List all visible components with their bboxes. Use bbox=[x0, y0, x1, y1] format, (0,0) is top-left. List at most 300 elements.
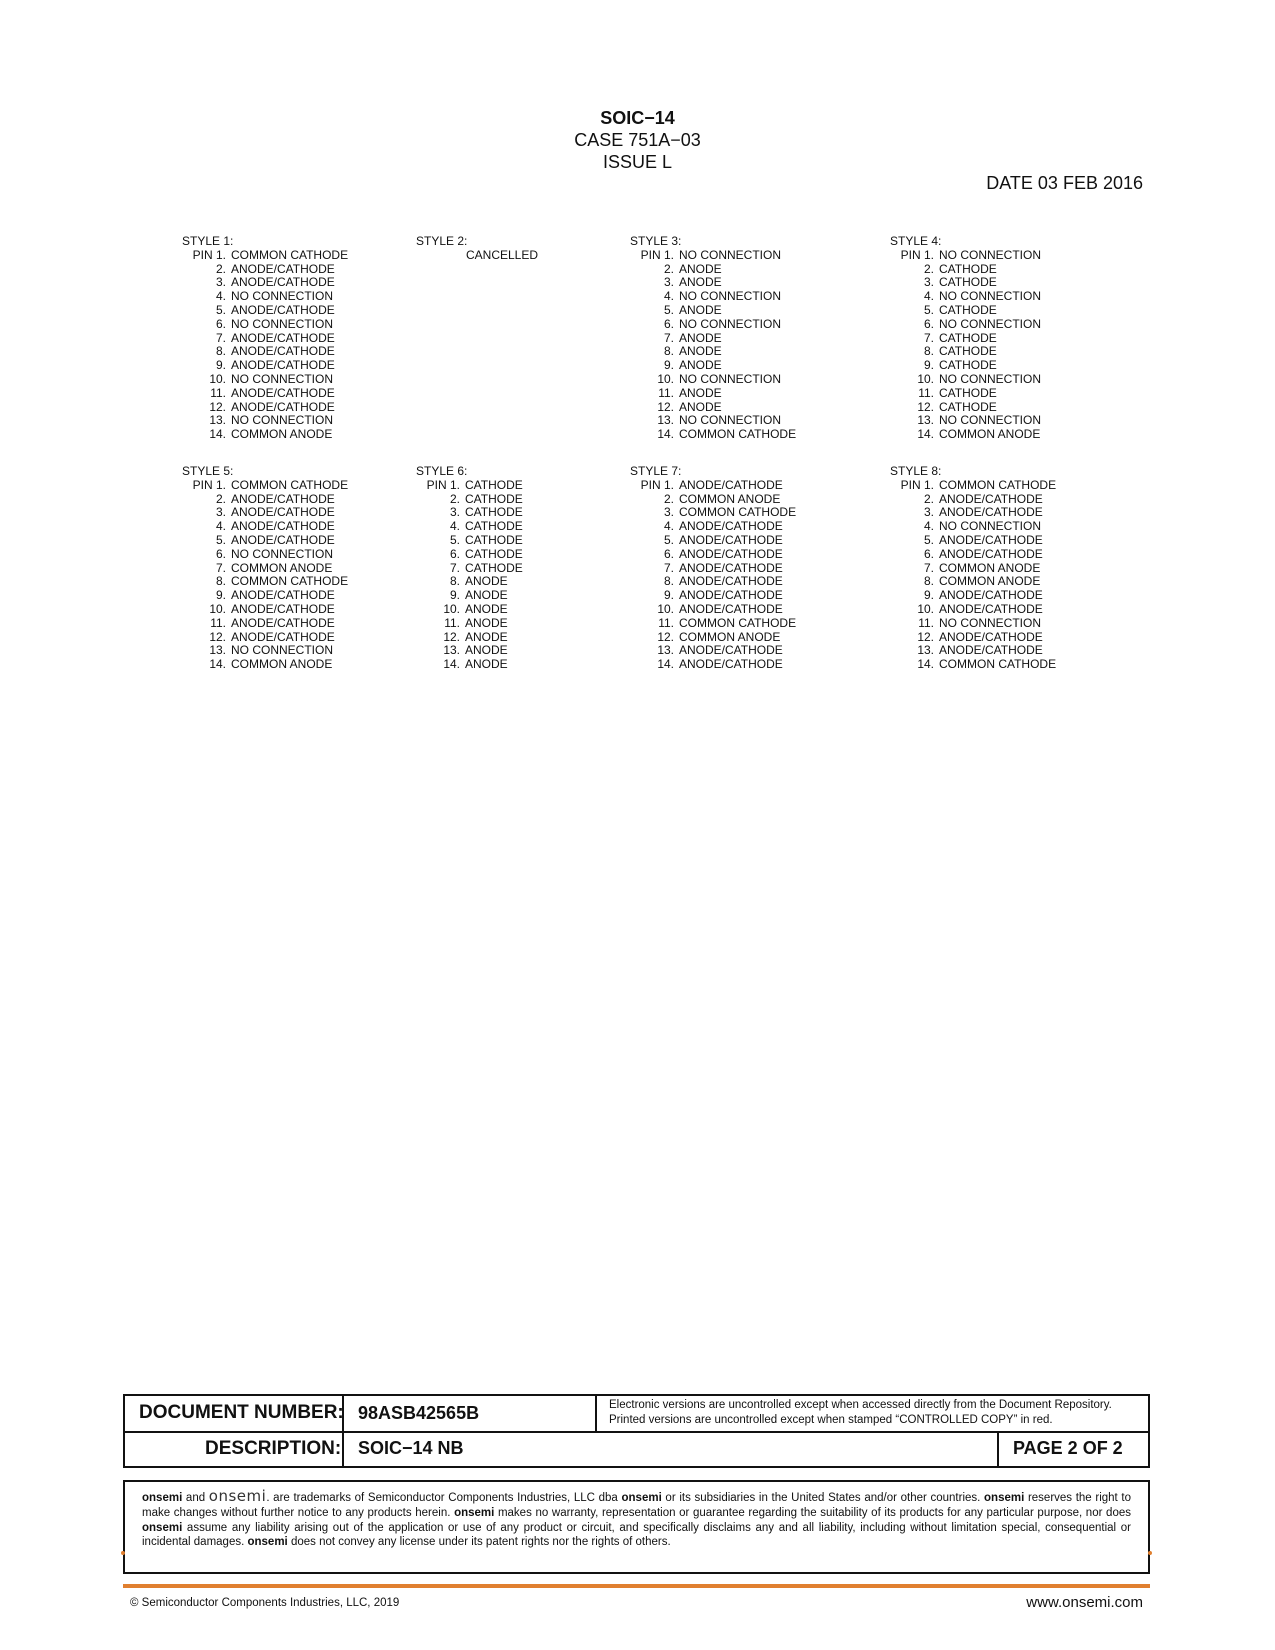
pin-number: 6. bbox=[663, 316, 674, 331]
pin-function: ANODE/CATHODE bbox=[939, 643, 1043, 658]
pin-function: NO CONNECTION bbox=[939, 372, 1041, 386]
pin-function: COMMON CATHODE bbox=[939, 657, 1057, 672]
pin-function: ANODE bbox=[465, 643, 508, 658]
pin-number: 3. bbox=[449, 505, 460, 520]
pin-row bbox=[630, 387, 890, 401]
pin-style-block bbox=[890, 235, 1150, 455]
pin-number: 2. bbox=[663, 261, 674, 276]
pin-function: ANODE bbox=[465, 629, 508, 644]
pin-number: 11. bbox=[210, 615, 226, 630]
pin-number: 6. bbox=[449, 546, 460, 561]
pin-function: ANODE/CATHODE bbox=[679, 533, 783, 547]
pin-row bbox=[182, 631, 442, 645]
pin-function: ANODE/CATHODE bbox=[231, 385, 335, 400]
legal-text: reserves the right to make changes without further notice to any products herein. bbox=[142, 1492, 1131, 1519]
pin-row bbox=[890, 658, 1150, 672]
pin-function: NO CONNECTION bbox=[939, 615, 1041, 630]
document-info-box bbox=[123, 1394, 1150, 1468]
pin-function: ANODE/CATHODE bbox=[231, 303, 335, 317]
pin-function: COMMON CATHODE bbox=[231, 574, 349, 589]
case-number: CASE 751A−03 bbox=[574, 130, 701, 150]
pin-number: 13. bbox=[657, 643, 674, 658]
page-indicator: PAGE 2 OF 2 bbox=[1013, 1438, 1123, 1458]
pin-function: CATHODE bbox=[939, 303, 997, 317]
pin-function: NO CONNECTION bbox=[231, 546, 333, 561]
pin-function: CATHODE bbox=[465, 519, 523, 534]
pin-row bbox=[630, 249, 890, 263]
pin-number: 9. bbox=[923, 588, 934, 603]
pin-number: 14. bbox=[209, 427, 226, 442]
pin-row bbox=[890, 387, 1150, 401]
pin-function: ANODE/CATHODE bbox=[679, 546, 783, 561]
pin-number: 12. bbox=[917, 629, 934, 644]
pin-function: NO CONNECTION bbox=[231, 289, 333, 304]
pin-function: ANODE/CATHODE bbox=[939, 588, 1043, 603]
pin-function: NO CONNECTION bbox=[231, 413, 333, 428]
pin-function: CATHODE bbox=[465, 491, 523, 506]
pin-function: CATHODE bbox=[939, 344, 997, 359]
legal-text: . are trademarks of Semiconductor Components Industries, LLC dba bbox=[266, 1492, 622, 1504]
style-label: STYLE 7: bbox=[630, 464, 682, 478]
pin-row bbox=[630, 575, 890, 589]
pin-row bbox=[182, 617, 442, 631]
pin-number: 5. bbox=[215, 303, 226, 317]
pin-function: ANODE/CATHODE bbox=[231, 615, 335, 630]
pin-row bbox=[630, 414, 890, 428]
pin-number: PIN 1. bbox=[192, 247, 226, 262]
pin-row bbox=[630, 401, 890, 415]
pin-style-block bbox=[630, 465, 890, 685]
pin-number: PIN 1. bbox=[640, 477, 674, 492]
pin-row bbox=[890, 263, 1150, 277]
pin-row bbox=[890, 631, 1150, 645]
pin-number: 7. bbox=[215, 330, 226, 345]
divider bbox=[125, 1431, 1148, 1433]
pin-number: 9. bbox=[215, 358, 226, 373]
pin-row bbox=[890, 373, 1150, 387]
pin-number: PIN 1. bbox=[900, 477, 934, 492]
pin-function: ANODE bbox=[679, 275, 722, 290]
pin-number: 4. bbox=[923, 289, 934, 304]
pin-number: 12. bbox=[443, 629, 460, 644]
document-note-line: Printed versions are uncontrolled except when stamped “CONTROLLED COPY” in red. bbox=[609, 1413, 1053, 1426]
pin-style-block bbox=[182, 235, 442, 455]
pin-row bbox=[182, 414, 442, 428]
pin-row bbox=[182, 644, 442, 658]
pin-number: 12. bbox=[209, 399, 226, 414]
pin-row bbox=[182, 304, 442, 318]
pin-number: 13. bbox=[917, 413, 934, 428]
issue-label: ISSUE L bbox=[602, 152, 673, 172]
pin-function: COMMON ANODE bbox=[231, 560, 333, 575]
pin-row bbox=[890, 562, 1150, 576]
pin-number: 8. bbox=[663, 344, 674, 359]
pin-row bbox=[182, 520, 442, 534]
document-note-line: Electronic versions are uncontrolled except when accessed directly from the Document Repository. bbox=[609, 1399, 1112, 1411]
pin-number: 4. bbox=[215, 289, 226, 304]
pin-number: 13. bbox=[657, 413, 674, 428]
pin-function: NO CONNECTION bbox=[231, 372, 333, 386]
brand-name: onsemi bbox=[621, 1492, 662, 1504]
accent-dot bbox=[121, 1551, 125, 1555]
pin-row bbox=[890, 589, 1150, 603]
pin-row bbox=[630, 263, 890, 277]
pin-row bbox=[182, 575, 442, 589]
pin-function: ANODE/CATHODE bbox=[231, 602, 335, 616]
pin-row bbox=[890, 603, 1150, 617]
pin-row bbox=[890, 414, 1150, 428]
pin-function: ANODE bbox=[679, 399, 722, 414]
pin-number: 10. bbox=[657, 602, 674, 616]
pin-number: 4. bbox=[449, 519, 460, 534]
website-link[interactable]: www.onsemi.com bbox=[1026, 1594, 1143, 1611]
pin-function: ANODE/CATHODE bbox=[679, 574, 783, 589]
pin-number: 7. bbox=[923, 560, 934, 575]
pin-row bbox=[630, 290, 890, 304]
pin-function: ANODE/CATHODE bbox=[679, 657, 783, 672]
pin-function: ANODE/CATHODE bbox=[939, 533, 1043, 547]
pin-number: 14. bbox=[443, 657, 460, 672]
legal-notice bbox=[123, 1480, 1150, 1574]
pin-function: ANODE/CATHODE bbox=[231, 588, 335, 603]
legal-text: and bbox=[182, 1492, 209, 1504]
package-title: SOIC−14 bbox=[600, 108, 675, 128]
pin-number: PIN 1. bbox=[426, 477, 460, 492]
pin-number: 12. bbox=[657, 629, 674, 644]
pin-function: COMMON CATHODE bbox=[679, 427, 797, 442]
pin-number: 9. bbox=[449, 588, 460, 603]
pin-function: CATHODE bbox=[939, 385, 997, 400]
pin-number: 9. bbox=[663, 358, 674, 373]
pin-function: CATHODE bbox=[465, 505, 523, 520]
pin-row bbox=[182, 428, 442, 442]
pin-number: 9. bbox=[923, 358, 934, 373]
pin-number: 8. bbox=[449, 574, 460, 589]
pin-function: ANODE/CATHODE bbox=[939, 602, 1043, 616]
pin-number: 11. bbox=[210, 385, 226, 400]
pin-number: 13. bbox=[917, 643, 934, 658]
pin-number: 6. bbox=[215, 316, 226, 331]
document-number-label: DOCUMENT NUMBER: bbox=[139, 1402, 344, 1423]
pin-function: NO CONNECTION bbox=[939, 247, 1041, 262]
brand-name: onsemi bbox=[984, 1492, 1025, 1504]
style-label: STYLE 6: bbox=[416, 464, 468, 478]
pin-function: COMMON ANODE bbox=[231, 427, 333, 442]
pin-row bbox=[182, 603, 442, 617]
pin-style-block bbox=[890, 465, 1150, 685]
pin-row bbox=[630, 520, 890, 534]
pin-row bbox=[630, 617, 890, 631]
pin-number: 2. bbox=[923, 491, 934, 506]
pin-row bbox=[182, 387, 442, 401]
pin-number: 2. bbox=[215, 491, 226, 506]
pin-number: 3. bbox=[923, 505, 934, 520]
pin-number: 13. bbox=[209, 413, 226, 428]
pin-number: 11. bbox=[918, 615, 934, 630]
pin-function: NO CONNECTION bbox=[679, 372, 781, 386]
brand-name: onsemi bbox=[142, 1492, 183, 1504]
pin-number: 6. bbox=[923, 546, 934, 561]
pin-row bbox=[182, 506, 442, 520]
pin-function: ANODE/CATHODE bbox=[231, 629, 335, 644]
pin-function: CATHODE bbox=[939, 275, 997, 290]
style-label: STYLE 8: bbox=[890, 464, 942, 478]
pin-function: ANODE/CATHODE bbox=[231, 330, 335, 345]
pin-row bbox=[182, 534, 442, 548]
pin-function: ANODE bbox=[679, 385, 722, 400]
style-label: STYLE 1: bbox=[182, 234, 234, 248]
pin-row bbox=[630, 506, 890, 520]
pin-number: 10. bbox=[917, 372, 934, 386]
pin-row bbox=[182, 589, 442, 603]
pin-row bbox=[182, 263, 442, 277]
pin-number: 5. bbox=[449, 533, 460, 547]
pin-row bbox=[630, 562, 890, 576]
pin-function: ANODE/CATHODE bbox=[679, 560, 783, 575]
pin-number: 9. bbox=[215, 588, 226, 603]
pin-row bbox=[630, 276, 890, 290]
pin-number: 14. bbox=[209, 657, 226, 672]
pin-function: COMMON ANODE bbox=[939, 560, 1041, 575]
pin-number: 2. bbox=[449, 491, 460, 506]
pin-row bbox=[890, 304, 1150, 318]
pin-row bbox=[630, 479, 890, 493]
brand-name: onsemi bbox=[454, 1506, 495, 1519]
pin-row bbox=[630, 373, 890, 387]
pin-style-block bbox=[182, 465, 442, 685]
pin-function: ANODE/CATHODE bbox=[231, 491, 335, 506]
pin-function: CATHODE bbox=[465, 546, 523, 561]
pin-row bbox=[890, 290, 1150, 304]
pin-function: ANODE bbox=[465, 602, 508, 616]
pin-row bbox=[890, 575, 1150, 589]
pin-row bbox=[890, 332, 1150, 346]
pin-function: CATHODE bbox=[939, 330, 997, 345]
pin-style-block bbox=[630, 235, 890, 455]
pin-row bbox=[890, 428, 1150, 442]
pin-number: 8. bbox=[215, 344, 226, 359]
style-label: STYLE 5: bbox=[182, 464, 234, 478]
pin-row bbox=[890, 479, 1150, 493]
pin-number: 3. bbox=[215, 505, 226, 520]
pin-function: ANODE bbox=[465, 588, 508, 603]
pin-number: 7. bbox=[663, 330, 674, 345]
pin-function: CATHODE bbox=[939, 399, 997, 414]
pin-function: NO CONNECTION bbox=[679, 289, 781, 304]
pin-row bbox=[182, 345, 442, 359]
pin-number: 13. bbox=[443, 643, 460, 658]
pin-function: CATHODE bbox=[465, 477, 523, 492]
pin-number: 12. bbox=[209, 629, 226, 644]
pin-function: ANODE/CATHODE bbox=[939, 491, 1043, 506]
pin-number: 10. bbox=[917, 602, 934, 616]
pin-row bbox=[890, 318, 1150, 332]
pin-row bbox=[182, 401, 442, 415]
pin-function: ANODE/CATHODE bbox=[231, 399, 335, 414]
pin-function: CATHODE bbox=[465, 533, 523, 547]
pin-number: 5. bbox=[663, 533, 674, 547]
brand-name: onsemi bbox=[142, 1521, 183, 1534]
pin-number: 11. bbox=[658, 385, 674, 400]
legal-text: does not convey any license under its patent rights nor the rights of others. bbox=[287, 1536, 671, 1549]
accent-divider bbox=[123, 1584, 1150, 1588]
pin-function: ANODE/CATHODE bbox=[939, 546, 1043, 561]
pin-function: ANODE bbox=[679, 330, 722, 345]
pin-row bbox=[630, 644, 890, 658]
pin-function: COMMON CATHODE bbox=[679, 505, 797, 520]
pin-row bbox=[182, 276, 442, 290]
pin-function: ANODE bbox=[679, 303, 722, 317]
pin-number: 6. bbox=[923, 316, 934, 331]
style-label: STYLE 2: bbox=[416, 234, 468, 248]
pin-number: 14. bbox=[657, 427, 674, 442]
pin-row bbox=[182, 290, 442, 304]
pin-function: ANODE/CATHODE bbox=[679, 602, 783, 616]
style-label: STYLE 4: bbox=[890, 234, 942, 248]
pin-function: COMMON ANODE bbox=[231, 657, 333, 672]
pin-row bbox=[630, 658, 890, 672]
legal-text: or its subsidiaries in the United States and/or other countries. bbox=[661, 1492, 985, 1504]
divider bbox=[997, 1431, 999, 1468]
pin-number: 5. bbox=[215, 533, 226, 547]
pin-number: 3. bbox=[923, 275, 934, 290]
divider bbox=[595, 1396, 597, 1431]
brand-name: onsemi bbox=[247, 1536, 288, 1549]
pin-number: 14. bbox=[917, 657, 934, 672]
pin-number: 8. bbox=[923, 344, 934, 359]
pin-number: 5. bbox=[923, 533, 934, 547]
pin-function: NO CONNECTION bbox=[231, 316, 333, 331]
accent-dot bbox=[1148, 1551, 1152, 1555]
pin-row bbox=[890, 506, 1150, 520]
pin-number: 2. bbox=[663, 491, 674, 506]
pin-function: COMMON CATHODE bbox=[939, 477, 1057, 492]
pin-number: 11. bbox=[658, 615, 674, 630]
pin-row bbox=[890, 345, 1150, 359]
pin-number: 8. bbox=[663, 574, 674, 589]
pin-row bbox=[630, 304, 890, 318]
pin-function: ANODE bbox=[465, 574, 508, 589]
pin-row bbox=[630, 631, 890, 645]
pin-function: NO CONNECTION bbox=[679, 316, 781, 331]
pin-row bbox=[182, 479, 442, 493]
pin-number: 2. bbox=[923, 261, 934, 276]
onsemi-logo: onsemi bbox=[208, 1487, 267, 1505]
pin-number: 8. bbox=[215, 574, 226, 589]
pin-function: ANODE bbox=[465, 657, 508, 672]
pin-function: NO CONNECTION bbox=[679, 413, 781, 428]
pin-row bbox=[182, 493, 442, 507]
pin-function: ANODE bbox=[465, 615, 508, 630]
pin-number: 10. bbox=[209, 372, 226, 386]
pin-row bbox=[630, 332, 890, 346]
pin-number: 6. bbox=[663, 546, 674, 561]
pin-function: ANODE/CATHODE bbox=[679, 643, 783, 658]
pin-number: 3. bbox=[663, 505, 674, 520]
pin-function: ANODE/CATHODE bbox=[679, 588, 783, 603]
pin-function: ANODE/CATHODE bbox=[231, 344, 335, 359]
pin-row bbox=[630, 318, 890, 332]
pin-function: ANODE/CATHODE bbox=[679, 519, 783, 534]
pin-function: NO CONNECTION bbox=[939, 413, 1041, 428]
pin-function: ANODE/CATHODE bbox=[231, 533, 335, 547]
pin-number: 12. bbox=[657, 399, 674, 414]
pin-row bbox=[890, 617, 1150, 631]
pin-number: 10. bbox=[443, 602, 460, 616]
description-label: DESCRIPTION: bbox=[205, 1438, 342, 1459]
pin-number: PIN 1. bbox=[192, 477, 226, 492]
pin-row bbox=[630, 359, 890, 373]
pin-function: ANODE bbox=[679, 344, 722, 359]
pin-row bbox=[182, 658, 442, 672]
pin-function: COMMON ANODE bbox=[679, 491, 781, 506]
pin-row bbox=[890, 249, 1150, 263]
pin-row bbox=[890, 548, 1150, 562]
pin-number: 4. bbox=[215, 519, 226, 534]
pin-function: CATHODE bbox=[939, 358, 997, 373]
pin-number: 10. bbox=[657, 372, 674, 386]
pin-function: CATHODE bbox=[465, 560, 523, 575]
pin-row bbox=[630, 548, 890, 562]
pin-number: 3. bbox=[663, 275, 674, 290]
pin-row bbox=[182, 373, 442, 387]
pin-row bbox=[182, 249, 442, 263]
pin-row bbox=[890, 276, 1150, 290]
pin-row bbox=[890, 534, 1150, 548]
pin-row bbox=[182, 562, 442, 576]
pin-number: 8. bbox=[923, 574, 934, 589]
pin-number: 11. bbox=[918, 385, 934, 400]
pin-number: 7. bbox=[215, 560, 226, 575]
pin-number: 5. bbox=[923, 303, 934, 317]
cancelled-note: CANCELLED bbox=[466, 248, 539, 262]
pin-number: 4. bbox=[663, 519, 674, 534]
legal-text: makes no warranty, representation or guarantee regarding the suitability of its products for any particular purpose, nor does bbox=[494, 1506, 1131, 1519]
pin-function: ANODE/CATHODE bbox=[231, 519, 335, 534]
pin-number: 14. bbox=[917, 427, 934, 442]
description-value: SOIC−14 NB bbox=[358, 1438, 464, 1458]
pin-function: ANODE/CATHODE bbox=[939, 505, 1043, 520]
pin-number: 4. bbox=[663, 289, 674, 304]
pin-row bbox=[630, 428, 890, 442]
pin-function: ANODE/CATHODE bbox=[231, 505, 335, 520]
pin-number: 14. bbox=[657, 657, 674, 672]
pin-row bbox=[890, 401, 1150, 415]
pin-row bbox=[890, 359, 1150, 373]
legal-text: assume any liability arising out of the application or use of any product or circuit, and specifically disclaims any and all liability, including without limitation special, consequential or incidental damages. bbox=[142, 1521, 1131, 1549]
pin-row bbox=[182, 359, 442, 373]
pin-number: 7. bbox=[923, 330, 934, 345]
pin-number: 13. bbox=[209, 643, 226, 658]
pin-row bbox=[630, 534, 890, 548]
pin-number: PIN 1. bbox=[640, 247, 674, 262]
pin-row bbox=[630, 345, 890, 359]
pin-function: ANODE/CATHODE bbox=[939, 629, 1043, 644]
pin-number: 7. bbox=[663, 560, 674, 575]
pin-function: ANODE/CATHODE bbox=[679, 477, 783, 492]
pin-function: ANODE/CATHODE bbox=[231, 275, 335, 290]
pin-number: 11. bbox=[444, 615, 460, 630]
pin-number: PIN 1. bbox=[900, 247, 934, 262]
pin-number: 7. bbox=[449, 560, 460, 575]
style-label: STYLE 3: bbox=[630, 234, 682, 248]
pin-function: ANODE/CATHODE bbox=[231, 358, 335, 373]
pin-function: COMMON ANODE bbox=[939, 574, 1041, 589]
pin-row bbox=[182, 318, 442, 332]
pin-row bbox=[890, 493, 1150, 507]
copyright-notice: © Semiconductor Components Industries, LLC, 2019 bbox=[130, 1597, 400, 1609]
pin-row bbox=[890, 520, 1150, 534]
